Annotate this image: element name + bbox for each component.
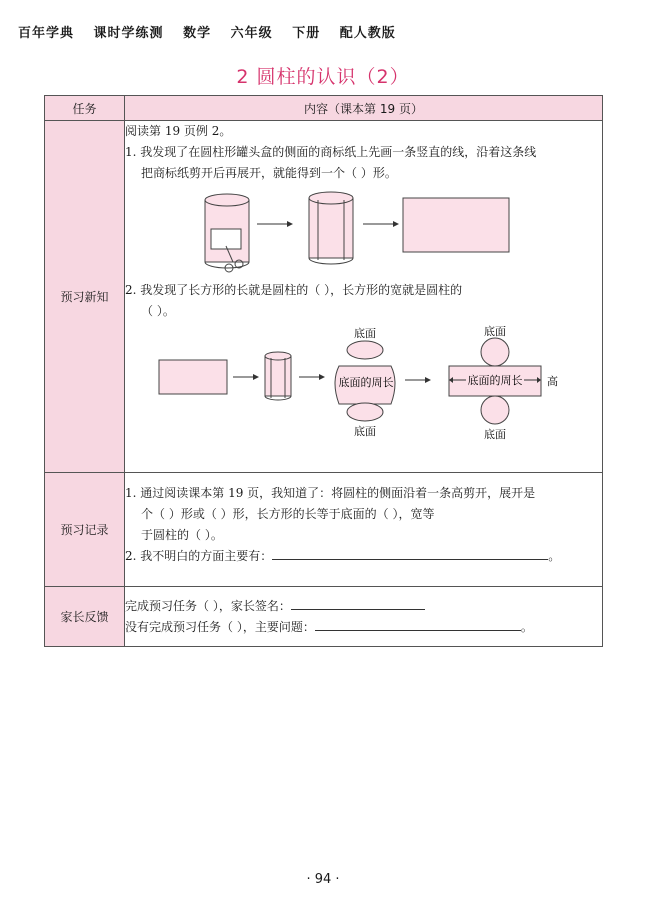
unroll-label-figure [125,184,589,276]
feedback-line2 [125,617,602,638]
book-header [18,22,410,41]
record-q1-line2: 个（ ）形或（ ）形，长方形的长等于底面的（ ），宽等 [141,507,435,521]
header-item: 六年级 [230,26,273,41]
header-item: 百年学典 [18,26,75,41]
feedback-line2-end: 。 [520,620,533,634]
row-label-feedback: 家长反馈 [45,587,125,647]
net-label-height: 高 [547,375,558,388]
record-q2 [125,546,602,567]
header-item: 下册 [292,26,321,41]
small-rectangle-icon [159,360,227,394]
feedback-content [125,587,603,647]
preview-q1-line2: 把商标纸剪开后再展开，就能得到一个（ ）形。 [141,166,397,180]
row-label-record: 预习记录 [45,473,125,587]
column-header-content: 内容（课本第 19 页） [125,96,603,121]
lesson-title: 2 圆柱的认识（2） [236,66,410,88]
preview-intro: 阅读第 19 页例 2。 [125,124,232,138]
unrolled-rectangle-icon [403,198,509,252]
feedback-line1-text: 完成预习任务（ ），家长签名： [125,599,291,613]
fig2-label-bottom: 底面 [354,425,376,438]
record-q2-answer-line[interactable] [272,547,548,560]
preview-content [125,121,603,473]
header-item: 课时学练测 [93,26,164,41]
feedback-line2-text: 没有完成预习任务（ ），主要问题： [125,620,315,634]
record-q1-line3: 于圆柱的（ ）。 [141,528,223,542]
header-item: 配人教版 [339,26,396,41]
net-label-bottom: 底面 [484,428,506,441]
cut-can-icon [309,192,353,264]
main-problem-line[interactable] [315,618,521,631]
preview-q1-line1: 1. 我发现了在圆柱形罐头盒的侧面的商标纸上先画一条竖直的线，沿着这条线 [125,145,537,159]
feedback-line1 [125,596,602,617]
preview-q2-line1: 2. 我发现了长方形的长就是圆柱的（ ），长方形的宽就是圆柱的 [125,283,463,297]
net-label-top: 底面 [484,325,506,338]
record-q2-text: 2. 我不明白的方面主要有： [125,549,273,563]
worksheet-table [44,95,603,647]
fig2-label-circ: 底面的周长 [338,376,394,389]
row-label-preview: 预习新知 [45,121,125,473]
record-q2-end: 。 [548,549,561,563]
preview-q2-line2: （ ）。 [141,304,175,318]
column-header-task: 任务 [45,96,125,121]
small-cylinder-icon [265,352,291,400]
net-label-circ: 底面的周长 [467,374,523,387]
header-item: 数学 [183,26,212,41]
parent-signature-line[interactable] [291,597,425,610]
record-content [125,473,603,587]
record-q1-line1: 1. 通过阅读课本第 19 页，我知道了：将圆柱的侧面沿着一条高剪开，展开是 [125,486,536,500]
page-number: · 94 · [306,872,340,887]
cylinder-net-figure [125,322,589,444]
can-with-scissors-icon [205,194,249,272]
fig2-label-top: 底面 [354,327,376,340]
